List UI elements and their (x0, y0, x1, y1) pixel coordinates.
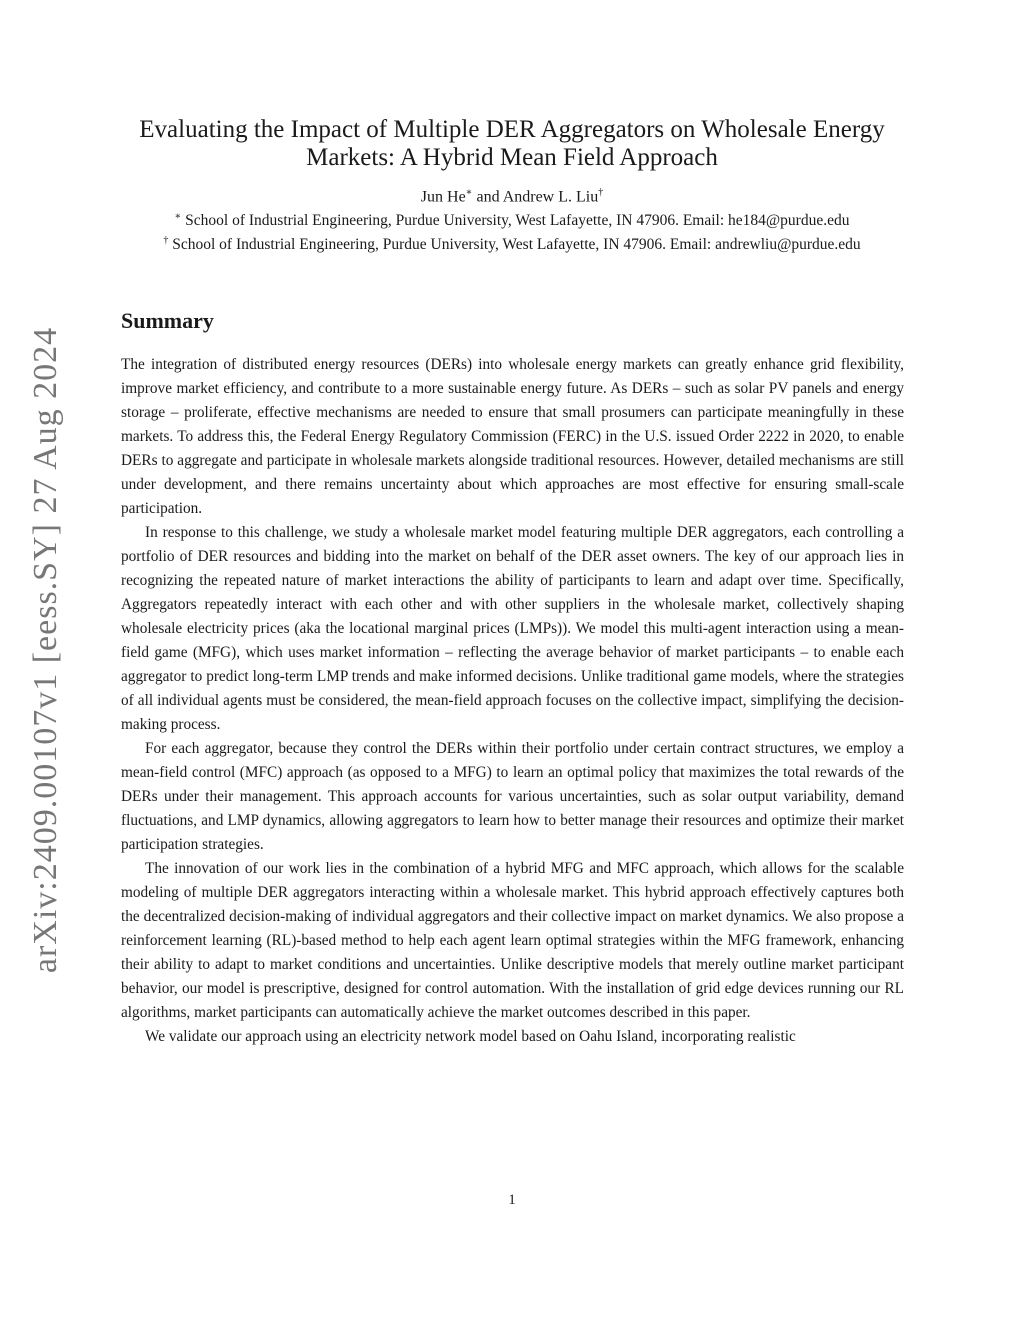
summary-body (121, 353, 904, 1049)
page-number: 1 (508, 1192, 516, 1208)
author-1-mark: ∗ (465, 187, 473, 198)
title-line-1: Evaluating the Impact of Multiple DER Aggregators on Wholesale Energy (139, 116, 885, 143)
author-2: Andrew L. Liu (502, 188, 599, 206)
title-line-2: Markets: A Hybrid Mean Field Approach (306, 144, 718, 171)
arxiv-stamp (18, 326, 74, 974)
author-1: Jun He (420, 188, 466, 206)
affiliation-2-mark: † (163, 235, 169, 246)
paper-title (90, 116, 934, 172)
arxiv-id: arXiv:2409.00107v1 [eess.SY] 27 Aug 2024 (27, 326, 65, 974)
paragraph: For each aggregator, because they control the DERs within their portfolio under certain contract structures, we employ a mean-field control (MFC) approach (as opposed to a MFG) to learn an optimal policy that maximizes the total rewards of the DERs under their management. This approach accounts for various uncertainties, such as solar output variability, demand fluctuations, and LMP dynamics, allowing aggregators to learn how to better manage their resources and optimize their market participation strategies. (121, 740, 904, 853)
paragraph: The integration of distributed energy resources (DERs) into wholesale energy markets can greatly enhance grid flexibility, improve market efficiency, and contribute to a more sustainable energy future. As DERs – such as solar PV panels and energy storage – proliferate, effective mechanisms are needed to ensure that small prosumers can participate meaningfully in these markets. To address this, the Federal Energy Regulatory Commission (FERC) in the U.S. issued Order 2222 in 2020, to enable DERs to aggregate and participate in wholesale markets alongside traditional resources. However, detailed mechanisms are still under development, and there remains uncertainty about which approaches are most effective for ensuring small-scale participation. (121, 356, 904, 517)
paragraph: The innovation of our work lies in the combination of a hybrid MFG and MFC approach, which allows for the scalable modeling of multiple DER aggregators interacting within a wholesale market. This hybrid approach effectively captures both the decentralized decision-making of individual aggregators and their collective impact on market dynamics. We also propose a reinforcement learning (RL)-based method to help each agent learn optimal strategies within the MFG framework, enhancing their ability to adapt to market conditions and uncertainties. Unlike descriptive models that merely outline market participant behavior, our model is prescriptive, designed for control automation. With the installation of grid edge devices running our RL algorithms, market participants can automatically achieve the market outcomes described in this paper. (121, 860, 904, 1021)
author-2-mark: † (598, 187, 604, 198)
section-heading: Summary (121, 308, 214, 333)
affiliation-1-text: School of Industrial Engineering, Purdue University, West Lafayette, IN 47906. Email: he184@purdue.edu (181, 212, 850, 230)
paragraph: In response to this challenge, we study a wholesale market model featuring multiple DER aggregators, each controlling a portfolio of DER resources and bidding into the market on behalf of the DER asset owners. The key of our approach lies in recognizing the repeated nature of market interactions the ability of participants to learn and adapt over time. Specifically, Aggregators repeatedly interact with each other and with other suppliers in the wholesale market, collectively shaping wholesale electricity prices (aka the locational marginal prices (LMPs)). We model this multi-agent interaction using a mean-field game (MFG), which uses market information – reflecting the average behavior of market participants – to enable each aggregator to predict long-term LMP trends and make informed decisions. Unlike traditional game models, where the strategies of all individual agents must be considered, the mean-field approach focuses on the collective impact, simplifying the decision-making process. (121, 524, 904, 733)
affiliation-2-text: School of Industrial Engineering, Purdue University, West Lafayette, IN 47906. Email: andrewliu@purdue.edu (168, 236, 861, 254)
paragraph: We validate our approach using an electricity network model based on Oahu Island, incorporating realistic (145, 1028, 796, 1045)
affiliation-1-mark: ∗ (174, 211, 182, 222)
author-conjunction: and (472, 188, 503, 206)
affiliation-2 (90, 229, 934, 257)
